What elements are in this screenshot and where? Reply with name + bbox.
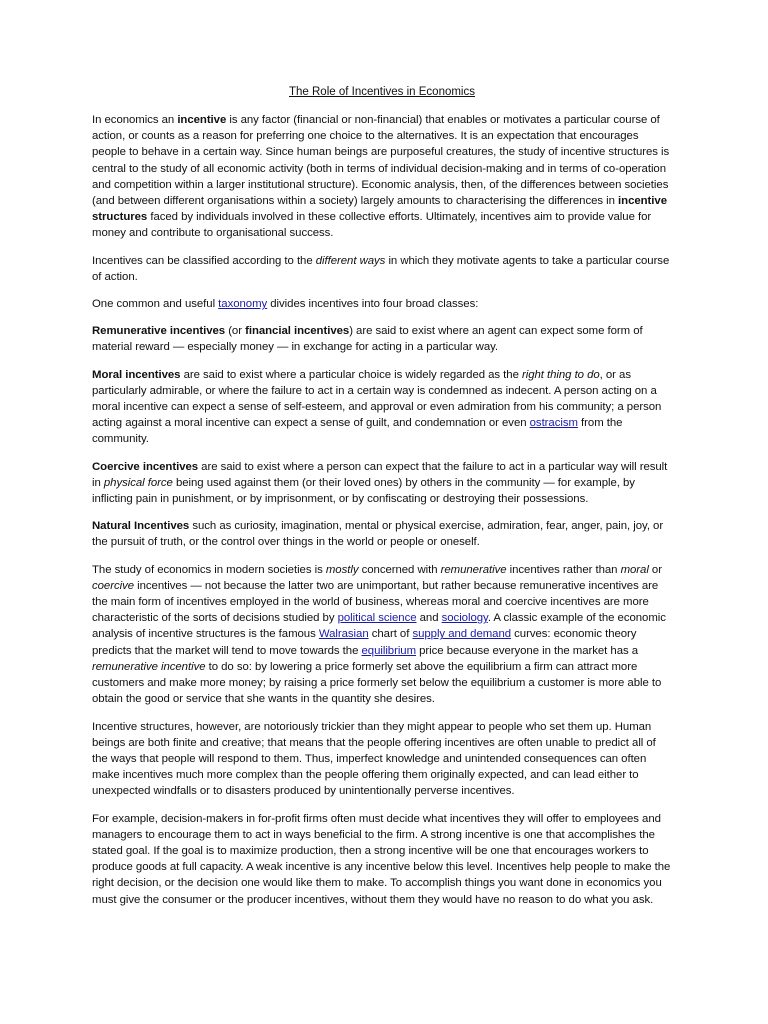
italic-phrase: physical force: [103, 476, 173, 489]
bold-term: Coercive incentives: [92, 460, 199, 473]
text-run: For example, decision-makers in for-profit firms often must decide what incentives they will offer to employees and managers to encourage them to act in ways beneficial to the firm. A strong incentive is one that accomplishes the stated goal. If the goal is to maximize production, then a strong incentive will be one that encourages workers to produce goods at full capacity. A weak incentive is any incentive below this level. Incentives help people to make the right decision, or the decision one would like them to make. To accomplish things you want done in economics you must give the consumer or the producer incentives, without them they would have no reason to do what you ask.: [92, 812, 671, 906]
italic-phrase: moral: [620, 563, 649, 576]
paragraph-definition: [92, 112, 672, 242]
bold-term: incentive: [177, 114, 227, 126]
link-equilibrium[interactable]: equilibrium: [361, 644, 417, 657]
text-run: being used against them (or their loved ones) by others in the community — for example, by inflicting pain in punishment, or by imprisonment, or by confiscating or destroying their possessions.: [92, 476, 635, 506]
italic-phrase: remunerative incentive: [92, 660, 206, 673]
text-run: price because everyone in the market has a: [416, 644, 639, 657]
italic-phrase: coercive: [92, 579, 135, 592]
link-walrasian[interactable]: Walrasian: [318, 628, 369, 641]
paragraph-remunerative: [92, 323, 672, 355]
text-run: chart of: [368, 628, 413, 641]
paragraph-natural: [92, 518, 672, 550]
link-supply-and-demand[interactable]: supply and demand: [412, 628, 512, 641]
bold-term: Remunerative incentives: [92, 325, 226, 338]
text-run: . A classic example of the economic analysis of incentive structures is the famous: [92, 612, 666, 641]
text-run: curves: economic theory predicts that the market will tend to move towards the: [92, 628, 637, 657]
text-run: (or: [225, 325, 246, 338]
text-run: in which they motivate agents to take a particular course of action.: [92, 254, 670, 283]
text-run: faced by individuals involved in these collective efforts. Ultimately, incentives aim to provide value for money and contribute to organisational success.: [92, 211, 652, 240]
text-run: In economics an: [92, 114, 178, 126]
paragraph-taxonomy: [92, 296, 672, 312]
bold-term: incentive structures: [92, 195, 667, 224]
paragraph-example: [92, 811, 672, 908]
text-run: concerned with: [358, 563, 441, 576]
link-taxonomy[interactable]: taxonomy: [218, 298, 268, 311]
bold-term: Natural Incentives: [92, 520, 190, 533]
link-ostracism[interactable]: ostracism: [529, 417, 578, 430]
text-run: Incentive structures, however, are notoriously trickier than they might appear to people who set them up. Human beings are both finite and creative; that means that the people offering incentives are often unable to predict all of the ways that people will respond to them. Thus, imperfect knowledge and unintended consequences can often make incentives much more complex than the people offering them originally expected, and can lead either to unexpected windfalls or to disasters produced by unintentionally perverse incentives.: [92, 720, 656, 798]
text-run: Incentives can be classified according to the: [92, 254, 316, 267]
italic-phrase: remunerative: [440, 563, 507, 576]
paragraph-coercive: [92, 459, 672, 508]
italic-phrase: right thing to do: [521, 368, 600, 381]
text-run: such as curiosity, imagination, mental or physical exercise, admiration, fear, anger, pain, joy, or the pursuit of truth, or the control over things in the world or people or oneself.: [92, 520, 664, 549]
link-political-science[interactable]: political science: [337, 612, 417, 625]
text-run: The study of economics in modern societies is: [92, 563, 326, 576]
document-title: The Role of Incentives in Economics: [288, 86, 475, 98]
paragraph-study-of-economics: [92, 562, 672, 708]
text-run: incentives rather than: [506, 563, 621, 576]
paragraph-incentive-structures: [92, 719, 672, 800]
italic-phrase: mostly: [325, 563, 359, 576]
link-sociology[interactable]: sociology: [441, 612, 488, 625]
text-run: incentives — not because the latter two are unimportant, but rather because remunerative incentives are the main form of incentives employed in the world of business, whereas moral and coercive incentives are more characteristic of the sorts of decisions studied by: [92, 579, 659, 625]
text-run: from the community.: [92, 417, 623, 446]
text-run: is any factor (financial or non-financial) that enables or motivates a particular course of action, or counts as a reason for preferring one choice to the alternatives. It is an expectation that encourages people to behave in a certain way. Since human beings are purposeful creatures, the study of incentive structures is central to the study of all economic activity (both in terms of individual decision-making and in terms of co-operation and competition within a larger institutional structure). Economic analysis, then, of the differences between societies (and between different organisations within a society) largely amounts to characterising the differences in: [92, 114, 670, 208]
bold-term: Moral incentives: [92, 368, 181, 381]
text-run: are said to exist where a person can expect that the failure to act in a particular way will result in: [92, 460, 668, 489]
text-run: divides incentives into four broad classes:: [267, 298, 479, 311]
text-run: and: [416, 612, 442, 625]
paragraph-moral: [92, 367, 672, 448]
text-run: One common and useful: [92, 298, 219, 311]
text-run: ) are said to exist where an agent can expect some form of material reward — especially money — in exchange for acting in a particular way.: [92, 325, 643, 354]
text-run: to do so: by lowering a price formerly set above the equilibrium a firm can attract more customers and make more money; by raising a price formerly set below the equilibrium a customer is more able to obtain the good or service that she wants in the quantity she desires.: [92, 660, 662, 706]
text-run: , or as particularly admirable, or where the failure to act in a certain way is condemned as indecent. A person acting on a moral incentive can expect a sense of self-esteem, and approval or even admiration from his community; a person acting against a moral incentive can expect a sense of guilt, and condemnation or even: [92, 368, 662, 430]
italic-phrase: different ways: [315, 254, 386, 267]
paragraph-classification: [92, 253, 672, 285]
text-run: are said to exist where a particular choice is widely regarded as the: [180, 368, 522, 381]
bold-term: financial incentives: [245, 325, 350, 338]
text-run: or: [648, 563, 662, 576]
